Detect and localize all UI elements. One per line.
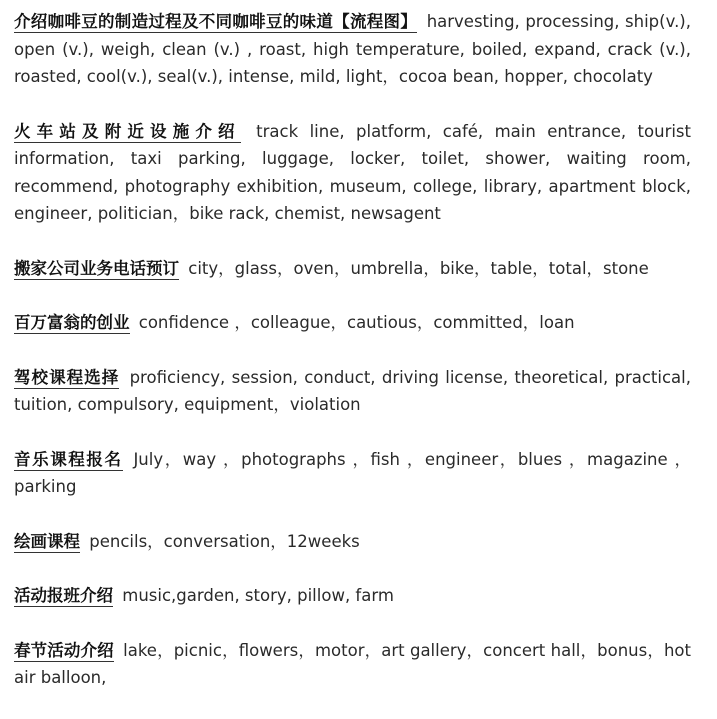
topic-entry-activity-classes (14, 582, 691, 610)
vocabulary-list: track line, platform, café, main entrance, tourist information, taxi parking, luggage, locker, toilet, shower, waiting room, recommend, photography exhibition, museum, college, library, apartment block, engineer, politician，bike rack, chemist, newsagent (14, 121, 691, 223)
vocabulary-list: music,garden, story, pillow, farm (122, 586, 394, 605)
vocabulary-list: lake，picnic，flowers，motor，art gallery，concert hall，bonus，hot air balloon, (14, 640, 691, 687)
topic-entry-driving-school (14, 364, 691, 419)
vocabulary-list: pencils，conversation，12weeks (89, 531, 360, 551)
topic-heading: 百万富翁的创业 (14, 313, 130, 332)
topic-heading: 火车站及附近设施介绍 (14, 121, 241, 141)
topic-entry-moving-company (14, 255, 691, 283)
topic-heading: 音乐课程报名 (14, 449, 123, 469)
topic-entry-coffee (14, 8, 691, 91)
topic-heading: 活动报班介绍 (14, 586, 113, 605)
topic-heading: 春节活动介绍 (14, 640, 114, 660)
vocabulary-list: confidence ，colleague，cautious，committed，loan (138, 313, 575, 332)
vocabulary-list: city，glass，oven，umbrella，bike，table，total，stone (188, 258, 649, 278)
topic-entry-spring-festival (14, 637, 691, 692)
topic-heading: 驾校课程选择 (14, 367, 120, 387)
topic-heading: 绘画课程 (14, 531, 80, 551)
topic-heading: 介绍咖啡豆的制造过程及不同咖啡豆的味道【流程图】 (14, 12, 418, 31)
vocabulary-list: proficiency, session, conduct, driving license, theoretical, practical, tuition, compulsory, equipment，violation (14, 367, 691, 414)
topic-entry-music-course (14, 446, 691, 501)
topic-heading: 搬家公司业务电话预订 (14, 258, 179, 278)
vocabulary-list: July，way ，photographs ，fish ，engineer，blues ，magazine ，parking (14, 449, 691, 496)
topic-entry-train-station (14, 118, 691, 228)
topic-entry-millionaire (14, 309, 691, 337)
document-body (14, 8, 691, 719)
topic-entry-painting-course (14, 528, 691, 556)
vocabulary-list: harvesting, processing, ship(v.), open (v.), weigh, clean (v.) , roast, high temperature, boiled, expand, crack (v.), roasted, cool(v.), seal(v.), intense, mild, light，cocoa bean, hopper, chocolaty (14, 12, 691, 86)
